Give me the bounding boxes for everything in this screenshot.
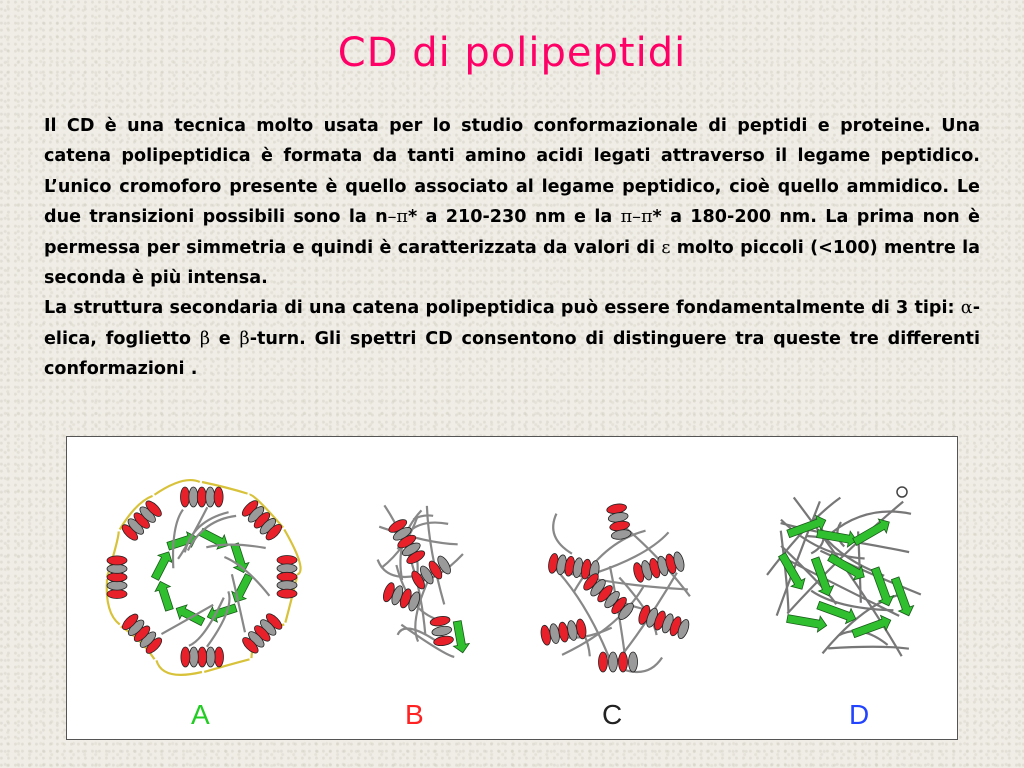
beta-strand — [449, 620, 470, 654]
beta-strand — [148, 548, 176, 582]
body-text — [44, 111, 980, 385]
beta-strand — [786, 611, 828, 634]
coil-segment — [207, 591, 230, 646]
p2-text-b: -elica, foglietto — [44, 298, 980, 349]
p1-text-a: Il CD è una tecnica molto usata per lo studio conformazionale di peptidi e proteine. Una catena polipeptidica è formata da tanti amino acidi legati attraverso il legame peptidico. L’unico cromoforo presente è quello associato al legame peptidico, cioè quello ammidico. Le due transizioni possibili sono la n — [44, 116, 980, 228]
alpha-helix — [277, 556, 297, 599]
p1-text-b: * a 210-230 nm e la — [408, 207, 621, 228]
dash-symbol: – — [632, 207, 641, 228]
alpha-helix — [181, 487, 224, 507]
alpha-helix — [240, 611, 284, 655]
beta-strand — [850, 613, 893, 642]
p2-text-c: e — [209, 328, 240, 349]
structure-label-c: C — [602, 699, 623, 730]
alpha-helix — [637, 604, 691, 640]
alpha-helix — [632, 551, 686, 583]
pi-symbol: π — [620, 207, 633, 228]
alpha-helix — [429, 615, 454, 647]
structure-label-d: D — [849, 699, 870, 730]
beta-strand — [197, 525, 231, 553]
alpha-helix — [107, 556, 127, 599]
alpha-helix — [606, 503, 632, 541]
beta-strand — [153, 579, 177, 612]
epsilon-symbol: ε — [661, 237, 671, 258]
ion-marker — [897, 487, 907, 497]
beta-symbol: β — [199, 328, 210, 349]
alpha-helix — [381, 581, 422, 612]
alpha-helix — [120, 612, 164, 656]
pi-symbol: π — [396, 207, 408, 228]
structure-label-a: A — [191, 699, 210, 730]
alpha-helix — [540, 618, 588, 646]
coil-segment — [553, 514, 572, 554]
p1-text-d: molto piccoli (<100) mentre la seconda è più intensa. — [44, 237, 981, 289]
paragraph-2 — [44, 293, 980, 384]
beta-strand — [227, 542, 251, 575]
alpha-helix — [181, 647, 224, 667]
alpha-helix — [599, 652, 638, 672]
coil-segment — [427, 506, 444, 605]
alpha-symbol: α — [960, 298, 973, 319]
dash-symbol: – — [387, 207, 397, 228]
p2-text-d: -turn. Gli spettri CD consentono di distinguere tra queste tre differenti conformazioni . — [44, 328, 980, 380]
structure-label-b: B — [405, 699, 424, 730]
p2-text-a: La struttura secondaria di una catena polipeptidica può essere fondamentalmente di 3 tipi: — [44, 298, 961, 319]
protein-ribbons-illustration — [67, 437, 957, 739]
slide-title: CD di polipeptidi — [337, 30, 687, 76]
beta-symbol: β — [239, 328, 250, 349]
protein-structures-figure — [66, 436, 958, 740]
paragraph-1 — [44, 111, 980, 293]
p1-text-c: * a 180-200 nm. La prima non è permessa per simmetria e quindi è caratterizzata da valori di — [44, 207, 980, 258]
pi-symbol: π — [640, 207, 653, 228]
